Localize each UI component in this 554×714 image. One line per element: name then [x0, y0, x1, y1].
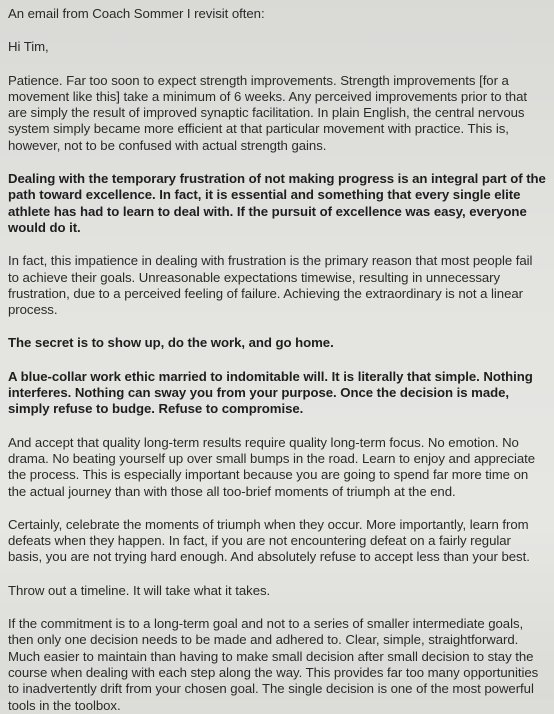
intro-line: An email from Coach Sommer I revisit often:	[8, 6, 265, 21]
paragraph-long-term-focus: And accept that quality long-term results require quality long-term focus. No emotion. No drama. No beating yourself up over small bumps in the road. Learn to enjoy and appreciate the process. This is especially important because you are going to spend far more time on the actual journey than with those all too-brief moments of triumph at the end.	[8, 434, 536, 499]
paragraph-secret: The secret is to show up, do the work, and go home.	[8, 335, 334, 351]
paragraph-commitment: If the commitment is to a long-term goal and not to a series of smaller intermediate goals, then only one decision needs to be made and adhered to. Clear, simple, straightforward. Much easier to maintain than having to make small decision after small decision to stay the course when dealing with each step along the way. This provides far too many opportunities to inadvertently drift from your chosen goal. The single decision is one of the most powerful tools in the toolbox.	[8, 616, 539, 713]
paragraph-work-ethic: A blue-collar work ethic married to indomitable will. It is literally that simple. Nothing interferes. Nothing can sway you from your purpose. Once the decision is made, simply refuse to budge. Refuse to compromise.	[8, 368, 533, 417]
paragraph-patience: Patience. Far too soon to expect strength improvements. Strength improvements [for a movement like this] take a minimum of 6 weeks. Any perceived improvements prior to that are simply the result of improved synaptic facilitation. In plain English, the central nervous system simply became more efficient at that particular movement with practice. This is, however, not to be confused with actual strength gains.	[8, 72, 527, 153]
paragraph-timeline: Throw out a timeline. It will take what it takes.	[8, 582, 271, 598]
paragraph-frustration: Dealing with the temporary frustration of not making progress is an integral part of the path toward excellence. In fact, it is essential and something that every single elite athlete has had to learn to deal with. If the pursuit of excellence was easy, everyone would do it.	[8, 171, 546, 235]
greeting: Hi Tim,	[8, 39, 49, 55]
paragraph-celebrate: Certainly, celebrate the moments of triumph when they occur. More importantly, learn from defeats when they happen. In fact, if you are not encountering defeat on a fairly regular basis, you are not trying hard enough. And absolutely refuse to accept less than your best.	[8, 516, 530, 565]
paragraph-impatience: In fact, this impatience in dealing with frustration is the primary reason that most people fail to achieve their goals. Unreasonable expectations timewise, resulting in unnecessary frustration, due to a perceived feeling of failure. Achieving the extraordinary is not a linear process.	[8, 253, 533, 318]
